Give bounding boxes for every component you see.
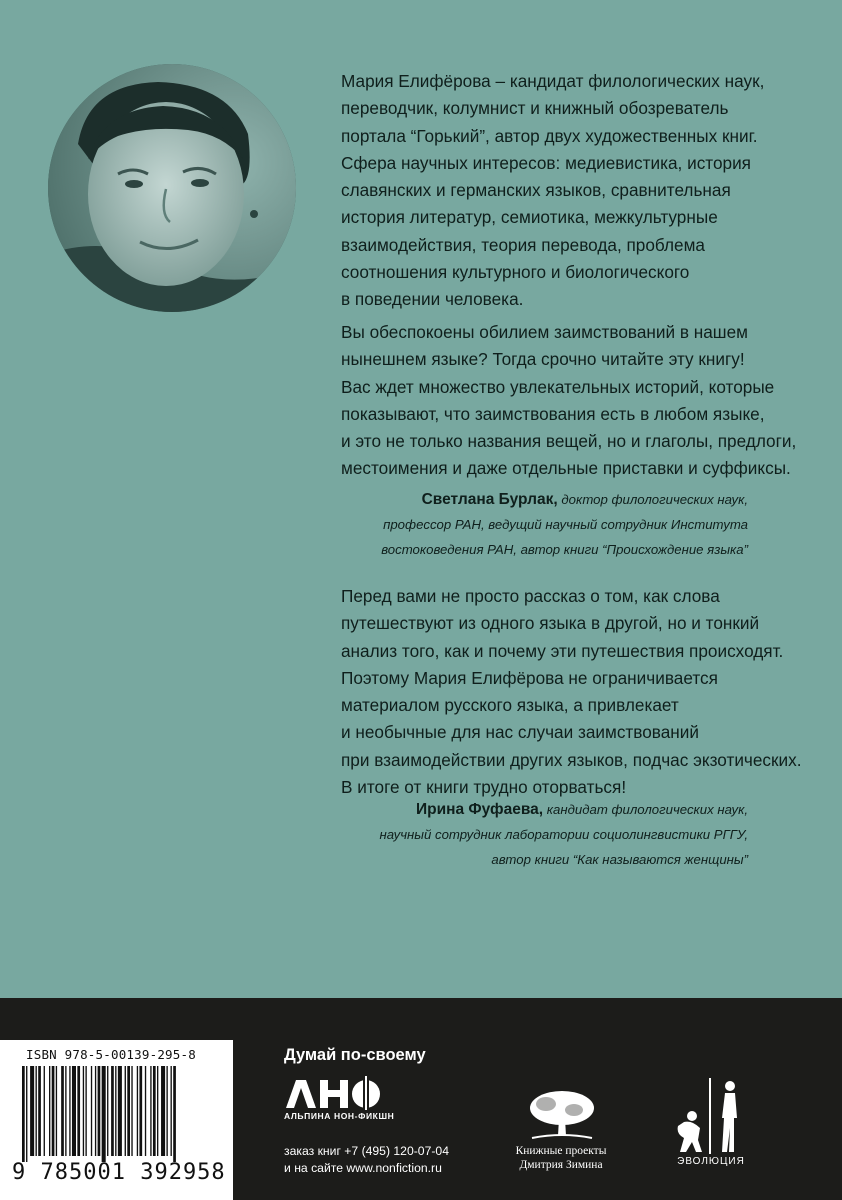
reviewer-role: научный сотрудник лаборатории социолингвистики РГГУ, [379, 827, 748, 842]
barcode-bar [49, 1066, 50, 1156]
blurb-line: и это не только названия вещей, но и глаголы, предлоги, [341, 431, 797, 452]
blurb-line: Вы обеспокоены обилием заимствований в нашем [341, 322, 748, 342]
blurb-line: показывают, что заимствования есть в любом языке, [341, 403, 765, 424]
barcode-bar [127, 1066, 130, 1156]
barcode-bar [107, 1066, 108, 1156]
barcode-digits: 9 785001 392958 [12, 1160, 226, 1185]
author-portrait [48, 64, 296, 312]
barcode-bar [61, 1066, 64, 1156]
publisher-contacts [284, 1143, 449, 1177]
footer-band [0, 998, 842, 1200]
barcode-bar [157, 1066, 158, 1156]
barcode-bar [85, 1066, 86, 1156]
author-bio [341, 68, 811, 314]
blurb-line: при взаимодействии других языков, подчас экзотических. [341, 749, 802, 770]
publisher-name: АЛЬПИНА НОН-ФИКШН [284, 1111, 395, 1121]
barcode-bar [145, 1066, 146, 1156]
zimin-tree-icon [528, 1088, 596, 1142]
barcode-bar [150, 1066, 151, 1156]
barcode-bar [44, 1066, 45, 1156]
blurb-burlak [341, 319, 821, 483]
barcode-bar [52, 1066, 55, 1156]
barcode-bar [161, 1066, 165, 1156]
reviewer-name: Светлана Бурлак, [421, 491, 558, 508]
bio-line: славянских и германских языков, сравнительная [341, 180, 731, 201]
blurb-line: Перед вами не просто рассказ о том, как слова [341, 586, 720, 606]
barcode-icon [18, 1066, 218, 1162]
barcode-bar [72, 1066, 76, 1156]
barcode-bar [77, 1066, 80, 1156]
reviewer-role: кандидат филологических наук, [546, 802, 748, 817]
barcode-bar [131, 1066, 132, 1156]
barcode-bar [22, 1066, 25, 1162]
barcode-bar [95, 1066, 96, 1156]
reviewer-role: доктор филологических наук, [561, 492, 748, 507]
anf-logo-icon [284, 1076, 384, 1110]
zimin-line: Дмитрия Зимина [519, 1159, 603, 1171]
blurb-line: анализ того, как и почему эти путешествия происходят. [341, 640, 784, 661]
barcode-bar [30, 1066, 34, 1156]
zimin-line: Книжные проекты [515, 1145, 607, 1157]
barcode-bar [166, 1066, 167, 1156]
barcode-bar [137, 1066, 138, 1156]
barcode-bar [98, 1066, 101, 1156]
reviewer-role: профессор РАН, ведущий научный сотрудник Института [383, 517, 748, 532]
barcode-bar [65, 1066, 66, 1156]
barcode-bar [36, 1066, 37, 1156]
bio-line: Мария Елифёрова – кандидат филологических наук, [341, 71, 765, 91]
reviewer-role: востоковедения РАН, автор книги “Происхождение языка” [381, 542, 748, 557]
barcode-bar [56, 1066, 57, 1156]
barcode-bar [69, 1066, 70, 1156]
blurb-line: материалом русского языка, а привлекает [341, 695, 679, 716]
publisher-website: и на сайте www.nonfiction.ru [284, 1161, 442, 1175]
barcode-bar [115, 1066, 116, 1156]
barcode-bar [38, 1066, 41, 1156]
reviewer-role: автор книги “Как называются женщины” [491, 852, 748, 867]
barcode-bar [171, 1066, 172, 1156]
bio-line: в поведении человека. [341, 289, 524, 310]
zimin-projects-label [505, 1144, 617, 1172]
blurb-line: нынешнем языке? Тогда срочно читайте эту книгу! [341, 349, 745, 370]
evolution-icon [662, 1076, 758, 1156]
isbn-label: ISBN 978-5-00139-295-8 [26, 1047, 196, 1062]
barcode-bar [153, 1066, 156, 1156]
barcode-panel [0, 1040, 233, 1200]
barcode-bar [102, 1066, 106, 1162]
attribution-fufaeva [379, 797, 748, 872]
barcode-bar [91, 1066, 92, 1156]
blurb-line: местоимения и даже отдельные приставки и суффиксы. [341, 458, 791, 479]
bio-line: соотношения культурного и биологического [341, 262, 690, 283]
blurb-line: Вас ждет множество увлекательных историй, которые [341, 376, 775, 397]
barcode-bar [83, 1066, 84, 1156]
bio-line: портала “Горький”, автор двух художественных книг. [341, 125, 758, 146]
barcode-bar [173, 1066, 176, 1162]
attribution-burlak [381, 487, 748, 562]
barcode-bar [139, 1066, 142, 1156]
barcode-bar [125, 1066, 126, 1156]
publisher-slogan: Думай по-своему [284, 1046, 426, 1064]
bio-line: взаимодействия, теория перевода, проблема [341, 234, 705, 255]
blurb-line: В итоге от книги трудно оторваться! [341, 777, 627, 798]
order-phone: заказ книг +7 (495) 120-07-04 [284, 1144, 449, 1158]
reviewer-name: Ирина Фуфаева, [415, 801, 544, 818]
bio-line: Сфера научных интересов: медиевистика, история [341, 152, 751, 173]
bio-line: переводчик, колумнист и книжный обозреватель [341, 98, 729, 119]
barcode-bar [118, 1066, 122, 1156]
series-label: ЭВОЛЮЦИЯ [677, 1156, 745, 1167]
barcode-bar [111, 1066, 114, 1156]
bio-line: история литератур, семиотика, межкультурные [341, 207, 718, 228]
author-portrait-icon [48, 64, 296, 312]
blurb-line: и необычные для нас случаи заимствований [341, 722, 699, 743]
blurb-line: Поэтому Мария Елифёрова не ограничивается [341, 667, 718, 688]
barcode-bar [26, 1066, 27, 1162]
blurb-line: путешествуют из одного языка в другой, но и тонкий [341, 613, 760, 634]
blurb-fufaeva [341, 583, 821, 801]
